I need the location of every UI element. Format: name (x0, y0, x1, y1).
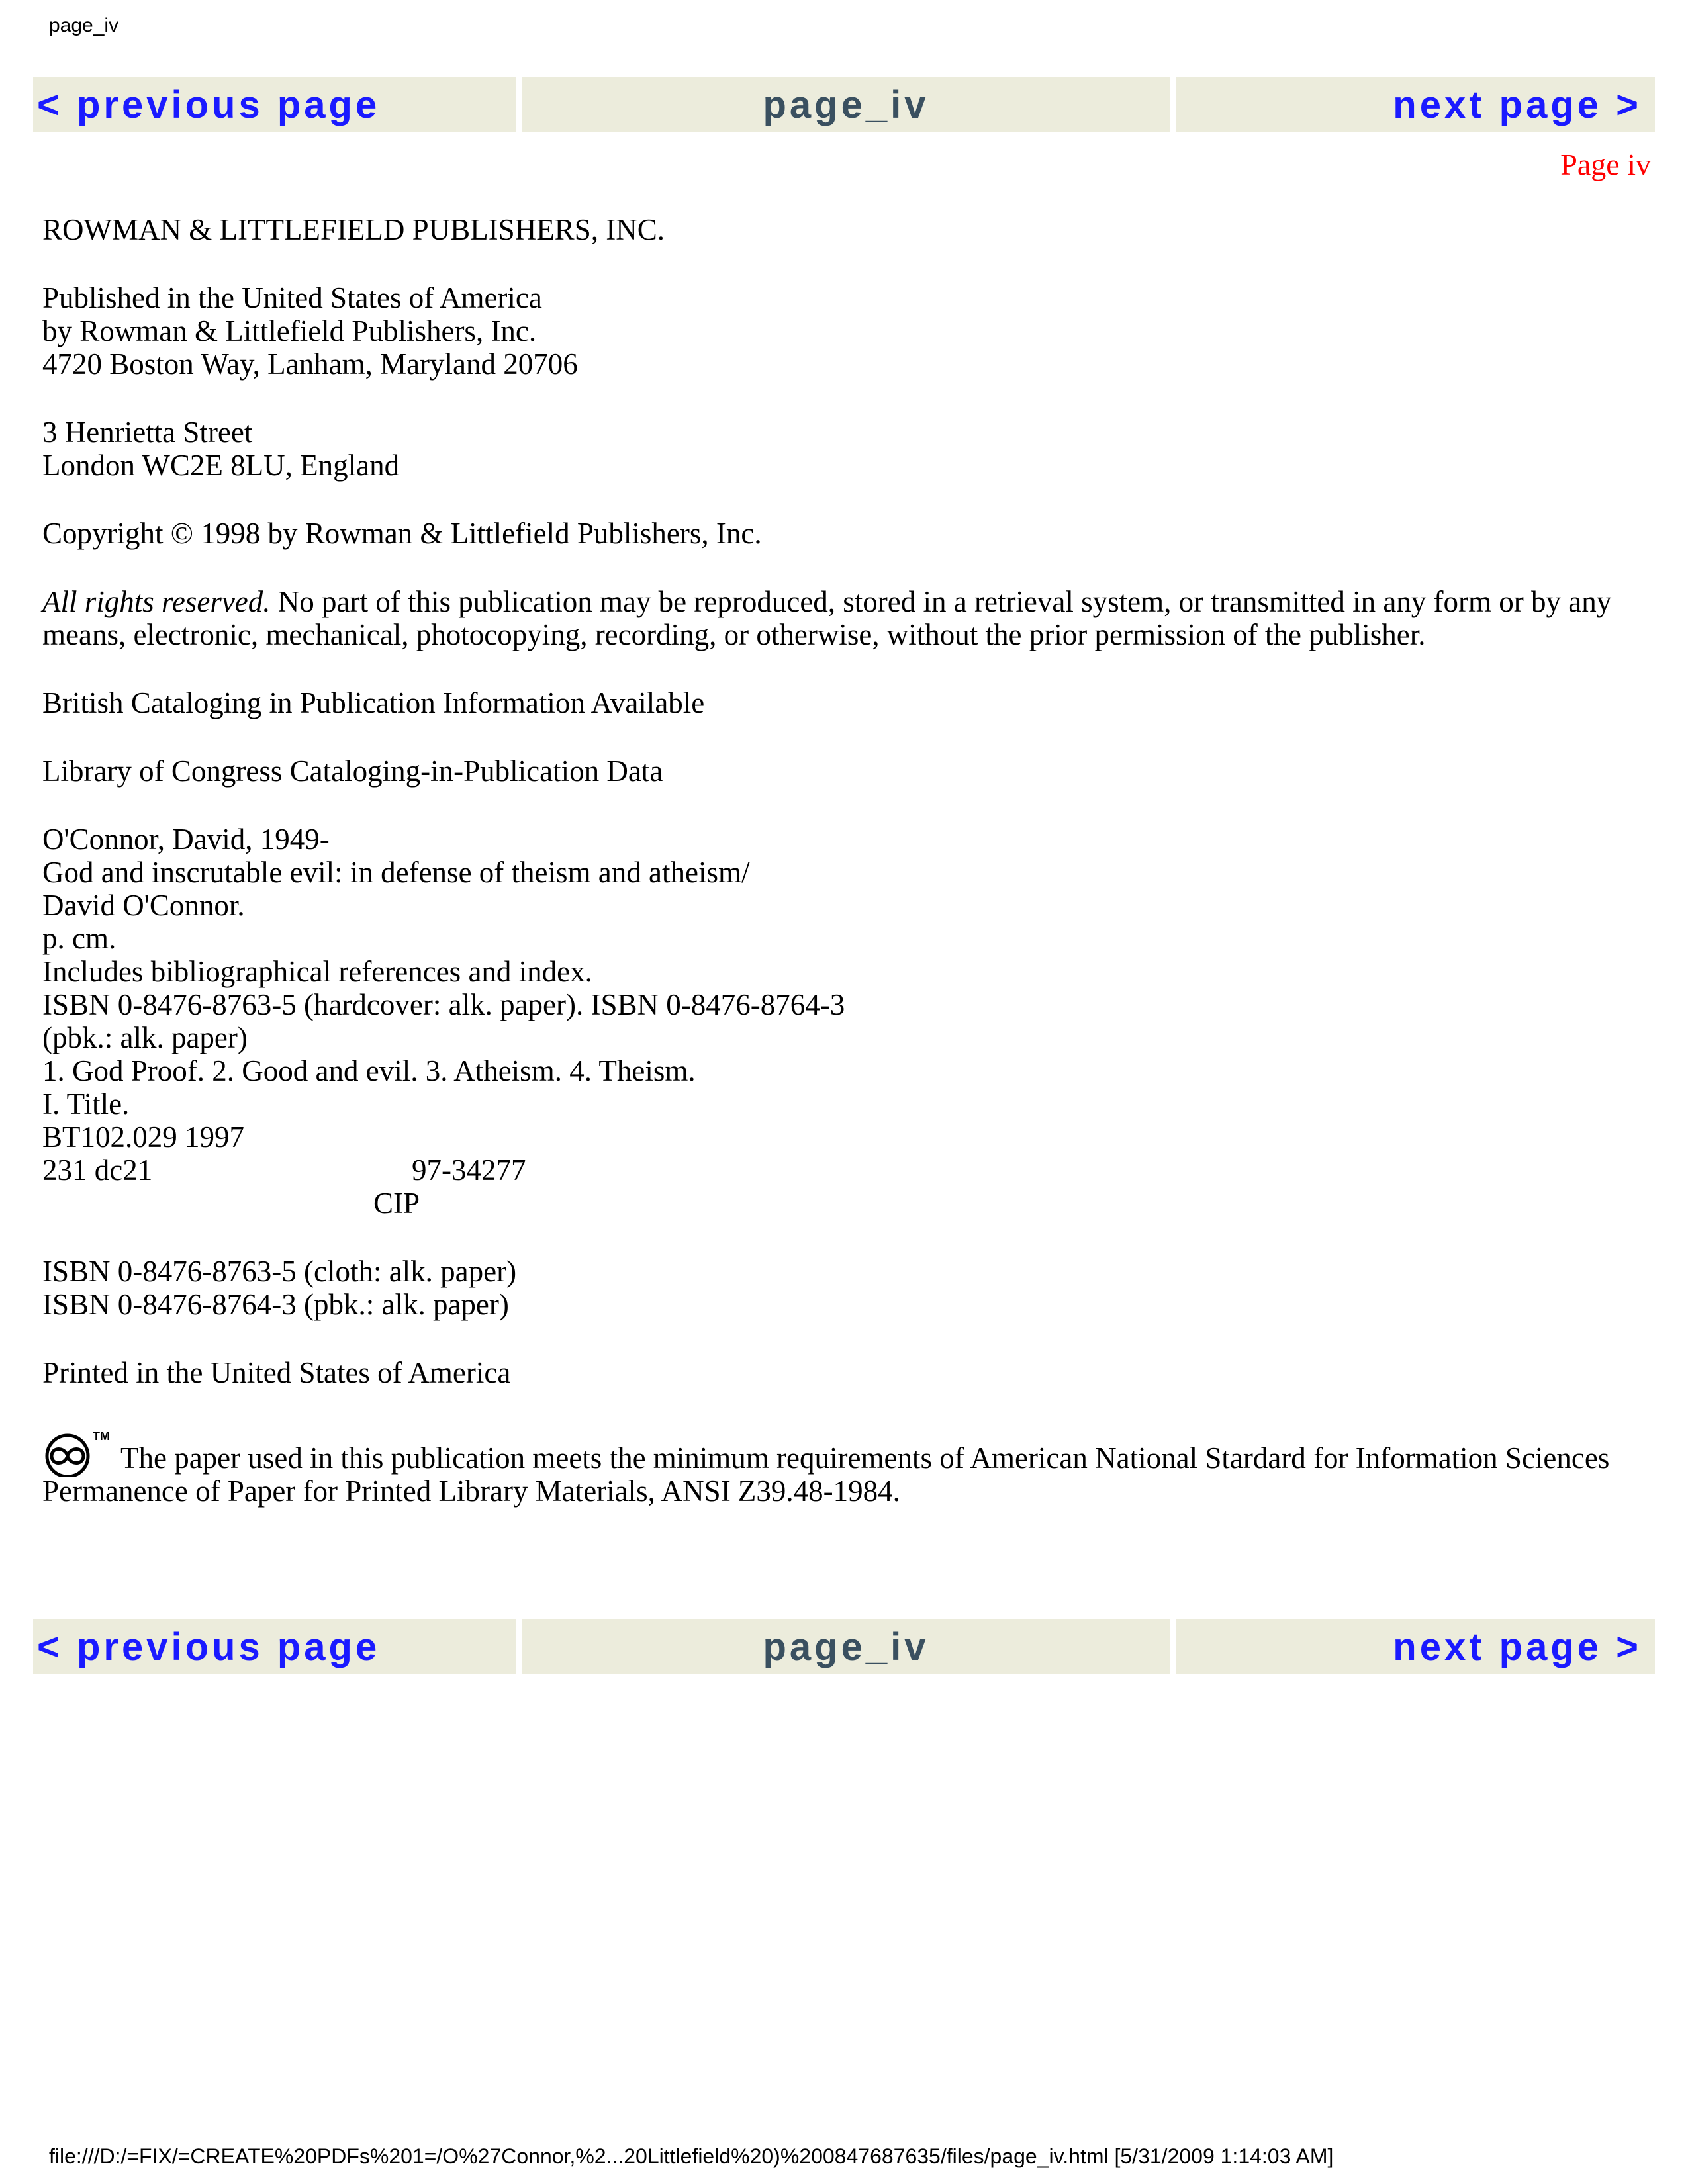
page-number-label: Page iv (1560, 148, 1651, 181)
printed-in-line: Printed in the United States of America (42, 1356, 511, 1389)
cip-line: God and inscrutable evil: in defense of theism and atheism/ (42, 856, 750, 889)
isbn-line: ISBN 0-8476-8764-3 (pbk.: alk. paper) (42, 1288, 509, 1321)
cip-line: p. cm. (42, 922, 117, 955)
london-address-block (42, 416, 1631, 482)
document-title: page_iv (49, 15, 119, 36)
next-page-link[interactable]: next page > (1176, 77, 1655, 132)
cip-line: 1. God Proof. 2. Good and evil. 3. Atheism. 4. Theism. (42, 1054, 696, 1087)
cip-line: David O'Connor. (42, 889, 245, 922)
cip-record (42, 823, 1631, 1220)
address-line: 3 Henrietta Street (42, 416, 253, 449)
cip-class-row (42, 1154, 1631, 1187)
loc-cataloging-heading: Library of Congress Cataloging-in-Publication Data (42, 754, 663, 788)
cip-line: BT102.029 1997 (42, 1120, 245, 1154)
top-navigation-bar (33, 77, 1655, 132)
svg-text:TM: TM (93, 1430, 110, 1443)
copyright-page-body (42, 213, 1631, 1543)
published-line: 4720 Boston Way, Lanham, Maryland 20706 (42, 347, 578, 381)
copyright-notice: Copyright © 1998 by Rowman & Littlefield Publishers, Inc. (42, 517, 762, 550)
address-line: London WC2E 8LU, England (42, 449, 400, 482)
previous-page-link[interactable]: < previous page (33, 1619, 516, 1674)
rights-text: No part of this publication may be reproduced, stored in a retrieval system, or transmitted in any form or by any means, electronic, mechanical, photocopying, recording, or otherwise, without the prior permission of the publisher. (42, 585, 1612, 651)
cip-mark: CIP (373, 1187, 420, 1220)
publisher-name: ROWMAN & LITTLEFIELD PUBLISHERS, INC. (42, 213, 665, 246)
class-number: 231 dc21 (42, 1154, 153, 1187)
paper-permanence-notice (42, 1424, 1631, 1508)
cip-line: I. Title. (42, 1087, 130, 1120)
current-page-label: page_iv (522, 1619, 1170, 1674)
bottom-navigation-bar (33, 1619, 1655, 1674)
british-cataloging-line: British Cataloging in Publication Information Available (42, 686, 705, 719)
rights-reserved-italic: All rights reserved. (42, 585, 271, 618)
isbn-block (42, 1255, 1631, 1321)
rights-statement (42, 585, 1631, 651)
published-line: by Rowman & Littlefield Publishers, Inc. (42, 314, 537, 347)
cip-line: Includes bibliographical references and index. (42, 955, 592, 988)
cip-mark-row (42, 1187, 1631, 1220)
next-page-link[interactable]: next page > (1176, 1619, 1655, 1674)
cip-line: ISBN 0-8476-8763-5 (hardcover: alk. paper). ISBN 0-8476-8764-3 (42, 988, 845, 1021)
previous-page-link[interactable]: < previous page (33, 77, 516, 132)
cip-line: O'Connor, David, 1949- (42, 823, 330, 856)
paper-notice-text: The paper used in this publication meets the minimum requirements of American National Stardard for Information Sciences Permanence of Paper for Printed Library Materials, ANSI Z39.48-1984. (42, 1441, 1610, 1508)
file-path-footer: file:///D:/=FIX/=CREATE%20PDFs%201=/O%27Connor,%2...20Littlefield%20)%200847687635/files/page_iv.html [5/31/2009 1:14:03 AM] (49, 2144, 1334, 2168)
published-line: Published in the United States of America (42, 281, 542, 314)
isbn-line: ISBN 0-8476-8763-5 (cloth: alk. paper) (42, 1255, 517, 1288)
current-page-label: page_iv (522, 77, 1170, 132)
permanent-paper-infinity-icon (42, 1427, 115, 1477)
cip-line: (pbk.: alk. paper) (42, 1021, 248, 1054)
published-in-block (42, 281, 1631, 381)
lccn: 97-34277 (412, 1154, 526, 1187)
